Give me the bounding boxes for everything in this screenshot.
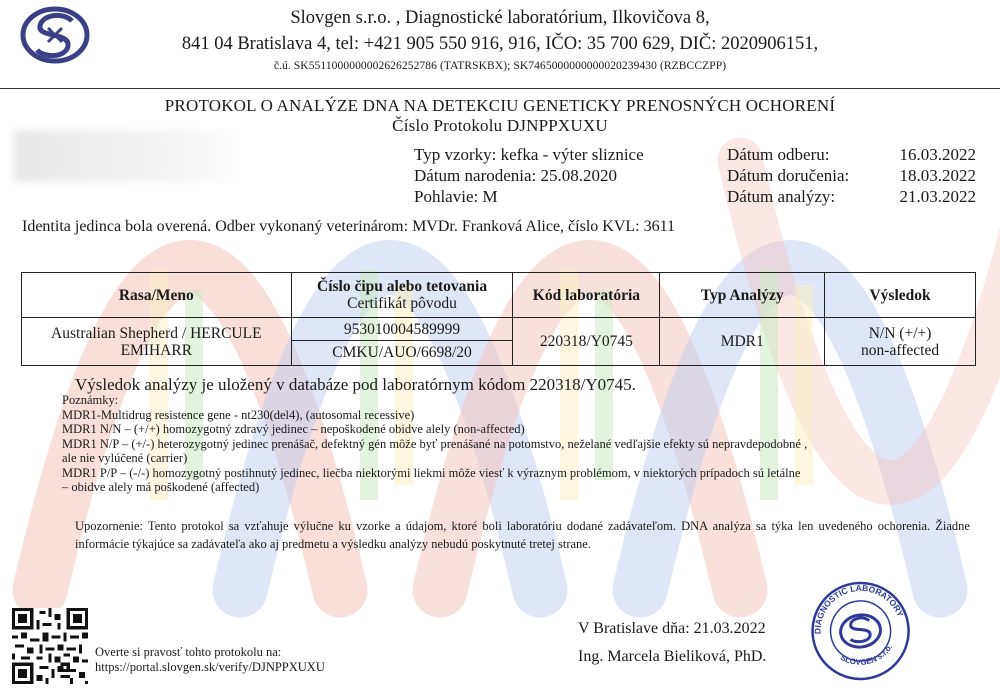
disclaimer-notice: Upozornenie: Tento protokol sa vzťahuje výlučne ku vzorke a údajom, ktoré boli laboratóriu dodané zadávateľom. DNA analýza sa týka len uvedeného ochorenia. Žiadne informácie týkajúce sa zadávateľa ako aj predmetu a výsledku analýzy nebudú poskytnuté tretej strane.: [75, 519, 970, 551]
lab-contact-info: 841 04 Bratislava 4, tel: +421 905 550 916, 916, IČO: 35 700 629, DIČ: 2020906151,: [181, 34, 819, 54]
cell-chip: [291, 318, 513, 366]
header-result: Výsledok: [825, 273, 976, 318]
birth-date: Dátum narodenia: 25.08.2020: [414, 166, 618, 185]
note-pp-cont: – obidve alely má poškodené (affected): [62, 480, 260, 494]
header-chip: Číslo čipu alebo tetovania Certifikát pôvodu: [291, 273, 513, 318]
header-breed: Rasa/Meno: [22, 273, 292, 318]
note-nn: MDR1 N/N – (+/+) homozygotný zdravý jedinec – nepoškodené obidve alely (non-affected): [62, 422, 525, 436]
cell-breed: Australian Shepherd / HERCULE EMIHARR: [22, 318, 292, 366]
header-lab-code: Kód laboratória: [513, 273, 660, 318]
certificate-number: CMKU/AUO/6698/20: [332, 344, 472, 361]
cell-analysis-type: MDR1: [660, 318, 825, 366]
verify-note: [95, 645, 325, 675]
header-certificate: Certifikát pôvodu: [347, 295, 457, 312]
header-analysis-type: Typ Analýzy: [660, 273, 825, 318]
note-np: MDR1 N/P – (+/-) heterozygotný jedinec prenášač, defektný gén môže byť prenášané na potomstvo, neželané vedľajšie efekty sú nepravdepodobné ,: [62, 436, 808, 451]
header-divider: [0, 88, 1000, 89]
analysis-date-label: Dátum analýzy:: [727, 187, 836, 206]
cell-lab-code: 220318/Y0745: [513, 318, 660, 366]
delivery-date-label: Dátum doručenia:: [727, 166, 850, 185]
chip-number: 953010004589999: [292, 319, 513, 341]
laboratory-stamp-icon: [798, 573, 923, 681]
lab-bank-accounts: č.ú. SK5511000000002626252786 (TATRSKBX); SK7465000000000020239430 (RZBCCZPP): [273, 60, 727, 72]
slovgen-logo-icon: [20, 6, 90, 64]
sex: Pohlavie: M: [414, 187, 498, 206]
note-gene: MDR1-Multidrug resistence gene - nt230(del4), (autosomal recessive): [62, 407, 415, 422]
collection-date-label: Dátum odberu:: [727, 145, 830, 164]
stamp-top-text: DIAGNOSTIC LABORATORY: [812, 582, 906, 635]
signature-place-date: V Bratislave dňa: 21.03.2022: [578, 620, 766, 637]
verify-text: Overte si pravosť tohto protokolu na:: [95, 645, 282, 659]
result-stored-statement: Výsledok analýzy je uložený v databáze pod laboratórnym kódom 220318/Y0745.: [75, 375, 636, 394]
cell-result: N/N (+/+) non-affected: [825, 318, 976, 366]
notes-section: [62, 393, 982, 495]
lab-name-address: Slovgen s.r.o. , Diagnostické laboratórium, Ilkovičova 8,: [290, 8, 710, 28]
protocol-number: Číslo Protokolu DJNPPXUXU: [392, 116, 608, 135]
svg-text:DIAGNOSTIC LABORATORY: [806, 577, 906, 636]
notes-title: Poznámky:: [62, 393, 119, 407]
note-pp: MDR1 P/P – (-/-) homozygotný postihnutý jedinec, liečba niektorými liekmi môže viesť k výraznym problémom, v niektorých prípadoch sú letálne: [62, 465, 801, 480]
protocol-title: PROTOKOL O ANALÝZE DNA NA DETEKCIU GENETICKY PRENOSNÝCH OCHORENÍ: [164, 96, 836, 115]
qr-code-icon: [12, 608, 88, 684]
delivery-date-value: 18.03.2022: [899, 166, 976, 185]
identity-statement: Identita jedinca bola overená. Odber vykonaný veterinárom: MVDr. Franková Alice, číslo KVL: 3611: [22, 218, 675, 235]
table-header-row: [22, 273, 976, 318]
results-table: [21, 272, 976, 366]
table-row: [22, 318, 976, 366]
redacted-owner-block: [14, 130, 244, 182]
stamp-bottom-text: SLOVGEN s.r.o.: [838, 642, 895, 667]
analysis-date-value: 21.03.2022: [899, 187, 976, 206]
signature-name: Ing. Marcela Bieliková, PhD.: [578, 648, 767, 665]
note-np-cont: ale nie vylúčené (carrier): [62, 451, 188, 465]
sample-type: Typ vzorky: kefka - výter sliznice: [414, 145, 644, 164]
collection-date-value: 16.03.2022: [899, 145, 976, 164]
verify-link[interactable]: https://portal.slovgen.sk/verify/DJNPPXUXU: [95, 660, 325, 674]
